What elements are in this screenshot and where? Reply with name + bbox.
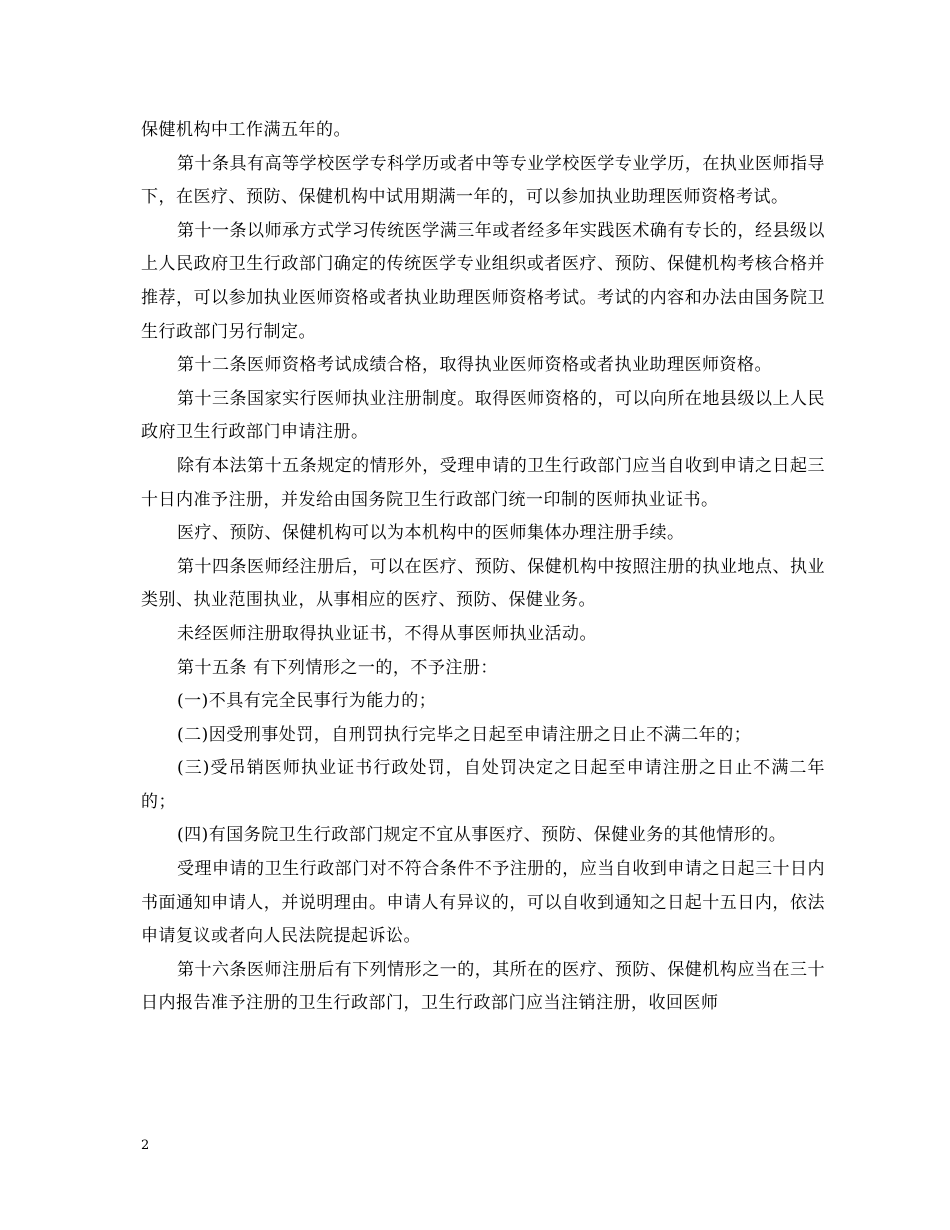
paragraph-continuation: 保健机构中工作满五年的。 (141, 120, 351, 140)
paragraph-article-14: 第十四条医师经注册后，可以在医疗、预防、保健机构中按照注册的执业地点、执业类别、执业范围执业，从事相应的医疗、预防、保健业务。 (141, 556, 825, 611)
paragraph-article-12: 第十二条医师资格考试成绩合格，取得执业医师资格或者执业助理医师资格。 (177, 355, 772, 376)
paragraph-refusal-notice: 受理申请的卫生行政部门对不符合条件不予注册的，应当自收到申请之日起三十日内书面通知申请人，并说明理由。申请人有异议的，可以自收到通知之日起十五日内，依法申请复议或者向人民法院提起诉讼。 (141, 859, 825, 947)
paragraph-collective-registration: 医疗、预防、保健机构可以为本机构中的医师集体办理注册手续。 (177, 523, 685, 544)
list-item-4: (四)有国务院卫生行政部门规定不宜从事医疗、预防、保健业务的其他情形的。 (177, 825, 787, 846)
paragraph-article-10: 第十条具有高等学校医学专科学历或者中等专业学校医学专业学历，在执业医师指导下，在医疗、预防、保健机构中试用期满一年的，可以参加执业助理医师资格考试。 (141, 153, 825, 208)
list-item-2: (二)因受刑事处罚，自刑罚执行完毕之日起至申请注册之日止不满二年的； (177, 724, 752, 745)
paragraph-unregistered-practice: 未经医师注册取得执业证书，不得从事医师执业活动。 (177, 623, 597, 644)
paragraph-article-11: 第十一条以师承方式学习传统医学满三年或者经多年实践医术确有专长的，经县级以上人民政府卫生行政部门确定的传统医学专业组织或者医疗、预防、保健机构考核合格并推荐，可以参加执业医师资格或者执业助理医师资格考试。考试的内容和办法由国务院卫生行政部门另行制定。 (141, 220, 825, 342)
page-number: 2 (141, 1138, 150, 1153)
paragraph-article-13: 第十三条国家实行医师执业注册制度。取得医师资格的，可以向所在地县级以上人民政府卫生行政部门申请注册。 (141, 388, 825, 443)
paragraph-article-16: 第十六条医师注册后有下列情形之一的，其所在的医疗、预防、保健机构应当在三十日内报告准予注册的卫生行政部门，卫生行政部门应当注销注册，收回医师 (141, 959, 825, 1014)
paragraph-article-15: 第十五条 有下列情形之一的，不予注册： (177, 657, 498, 678)
list-item-1: (一)不具有完全民事行为能力的； (177, 691, 437, 712)
document-body (141, 114, 825, 1021)
list-item-3: (三)受吊销医师执业证书行政处罚，自处罚决定之日起至申请注册之日止不满二年的； (141, 758, 825, 812)
paragraph-registration-deadline: 除有本法第十五条规定的情形外，受理申请的卫生行政部门应当自收到申请之日起三十日内准予注册，并发给由国务院卫生行政部门统一印制的医师执业证书。 (141, 455, 825, 510)
